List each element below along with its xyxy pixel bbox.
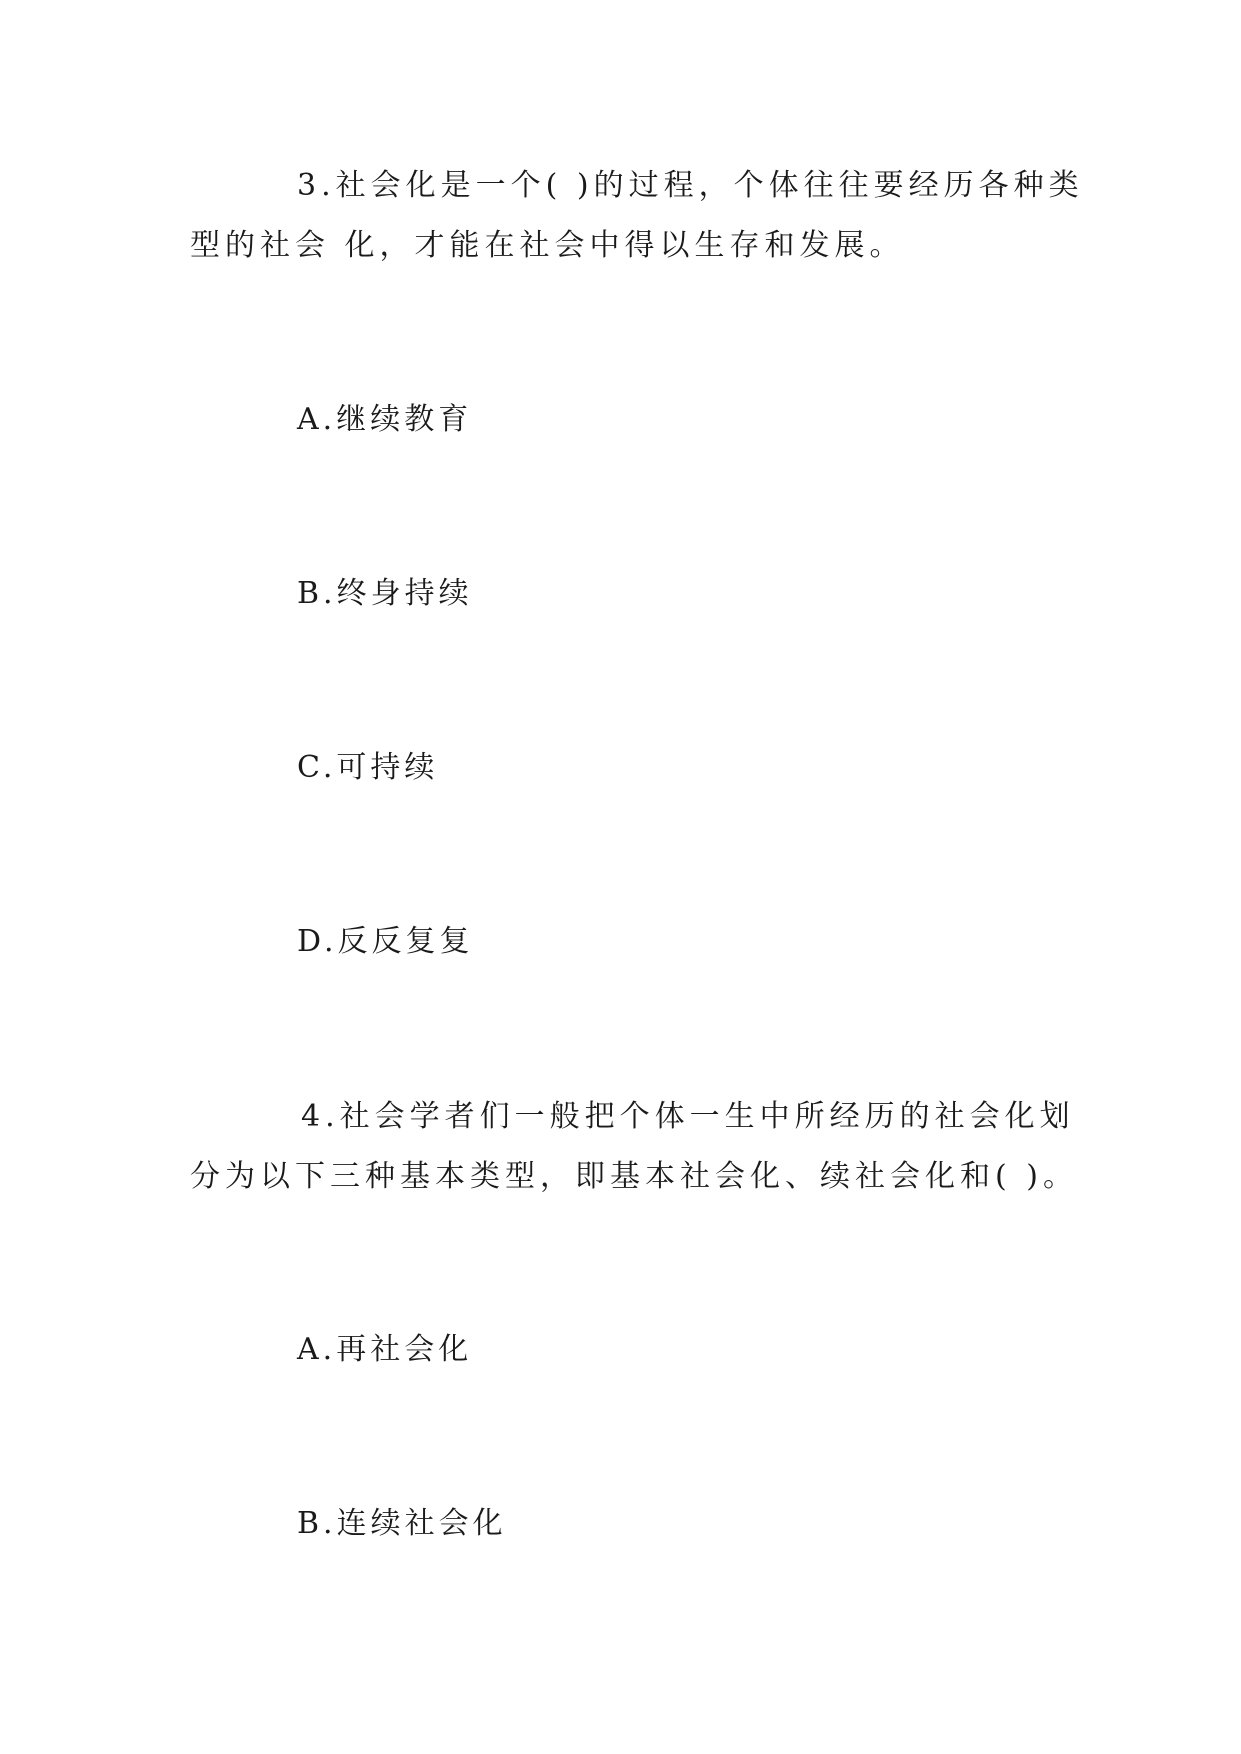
question-3-option-a: A.继续教育 bbox=[297, 402, 473, 437]
question-3-text-line-1: 3.社会化是一个( )的过程，个体往往要经历各种类 bbox=[297, 168, 1084, 203]
question-3-option-d: D.反反复复 bbox=[297, 924, 474, 959]
question-3-text-line-2: 型的社会 化，才能在社会中得以生存和发展。 bbox=[190, 228, 905, 263]
question-3-option-b: B.终身持续 bbox=[297, 576, 473, 611]
question-4-option-a: A.再社会化 bbox=[297, 1332, 473, 1367]
question-4-text-line-1: 4.社会学者们一般把个体一生中所经历的社会化划 bbox=[301, 1099, 1075, 1134]
question-4-option-b: B.连续社会化 bbox=[297, 1506, 507, 1541]
question-3-option-c: C.可持续 bbox=[297, 750, 439, 785]
question-4-text-line-2: 分为以下三种基本类型，即基本社会化、续社会化和( )。 bbox=[190, 1159, 1078, 1194]
